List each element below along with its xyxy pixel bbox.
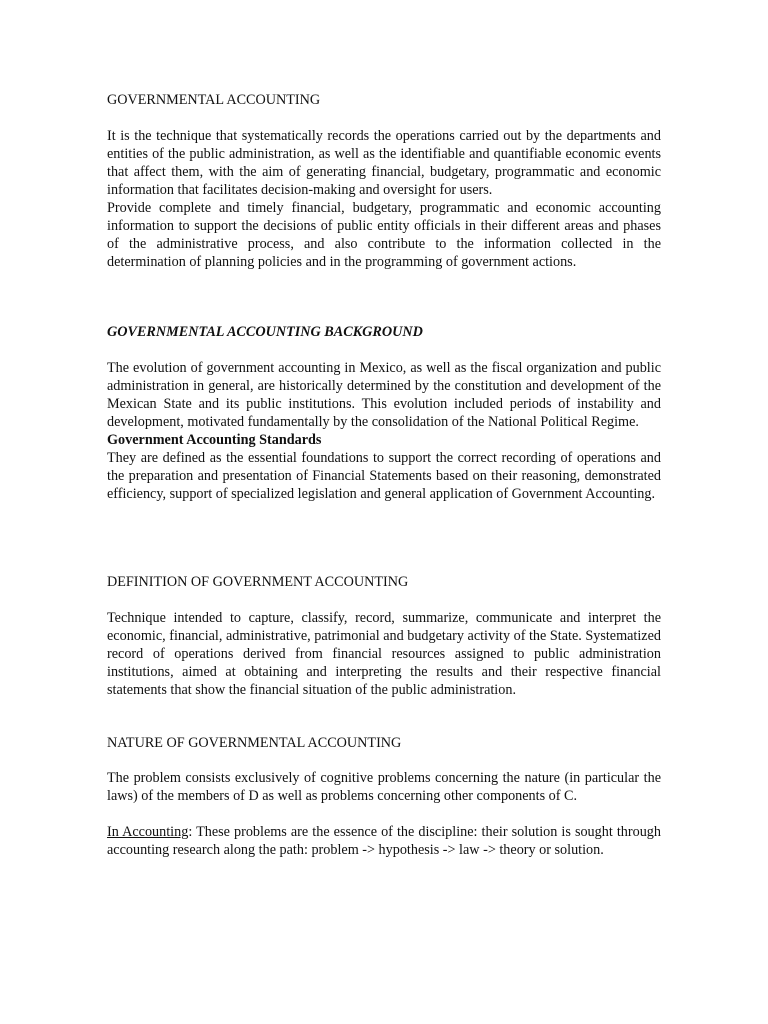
standards-paragraph: They are defined as the essential foundations to support the correct recording of operations and the preparation and presentation of Financial Statements based on their reasoning, demonstrated efficiency, support of specialized legislation and general application of Government Accounting.: [107, 450, 661, 502]
background-heading: GOVERNMENTAL ACCOUNTING BACKGROUND: [107, 324, 423, 340]
document-title: GOVERNMENTAL ACCOUNTING: [107, 92, 321, 108]
standards-heading: Government Accounting Standards: [107, 432, 322, 448]
in-accounting-paragraph: [107, 823, 661, 859]
definition-paragraph: Technique intended to capture, classify, record, summarize, communicate and interpret the economic, financial, administrative, patrimonial and budgetary activity of the State. Systematized record of operations derived from financial resources assigned to public administration institutions, aimed at obtaining and interpreting the results and their respective financial statements that show the financial situation of the public administration.: [107, 610, 661, 698]
in-accounting-text: : These problems are the essence of the discipline: their solution is sought through accounting research along the path: problem -> hypothesis -> law -> theory or solution.: [107, 824, 661, 858]
intro-paragraph-1: It is the technique that systematically records the operations carried out by the departments and entities of the public administration, as well as the identifiable and quantifiable economic events that affect them, with the aim of generating financial, budgetary, programmatic and economic information that facilitates decision-making and oversight for users.: [107, 128, 661, 198]
intro-paragraph-2: Provide complete and timely financial, budgetary, programmatic and economic accounting information to support the decisions of public entity officials in their different areas and phases of the administrative process, and also contribute to the information collected in the determination of planning policies and in the programming of government actions.: [107, 200, 661, 270]
nature-heading: NATURE OF GOVERNMENTAL ACCOUNTING: [107, 735, 402, 751]
intro-section: [107, 127, 661, 271]
background-section: [107, 359, 661, 503]
background-paragraph: The evolution of government accounting in Mexico, as well as the fiscal organization and public administration in general, are historically determined by the constitution and development of the Mexican State and its public institutions. This evolution included periods of instability and development, motivated fundamentally by the consolidation of the National Political Regime.: [107, 360, 661, 430]
in-accounting-section: [107, 823, 661, 859]
in-accounting-label: In Accounting: [107, 824, 189, 840]
definition-heading: DEFINITION OF GOVERNMENT ACCOUNTING: [107, 574, 409, 590]
nature-paragraph: The problem consists exclusively of cognitive problems concerning the nature (in particular the laws) of the members of D as well as problems concerning other components of C.: [107, 770, 661, 804]
nature-section: [107, 769, 661, 805]
definition-section: [107, 609, 661, 699]
